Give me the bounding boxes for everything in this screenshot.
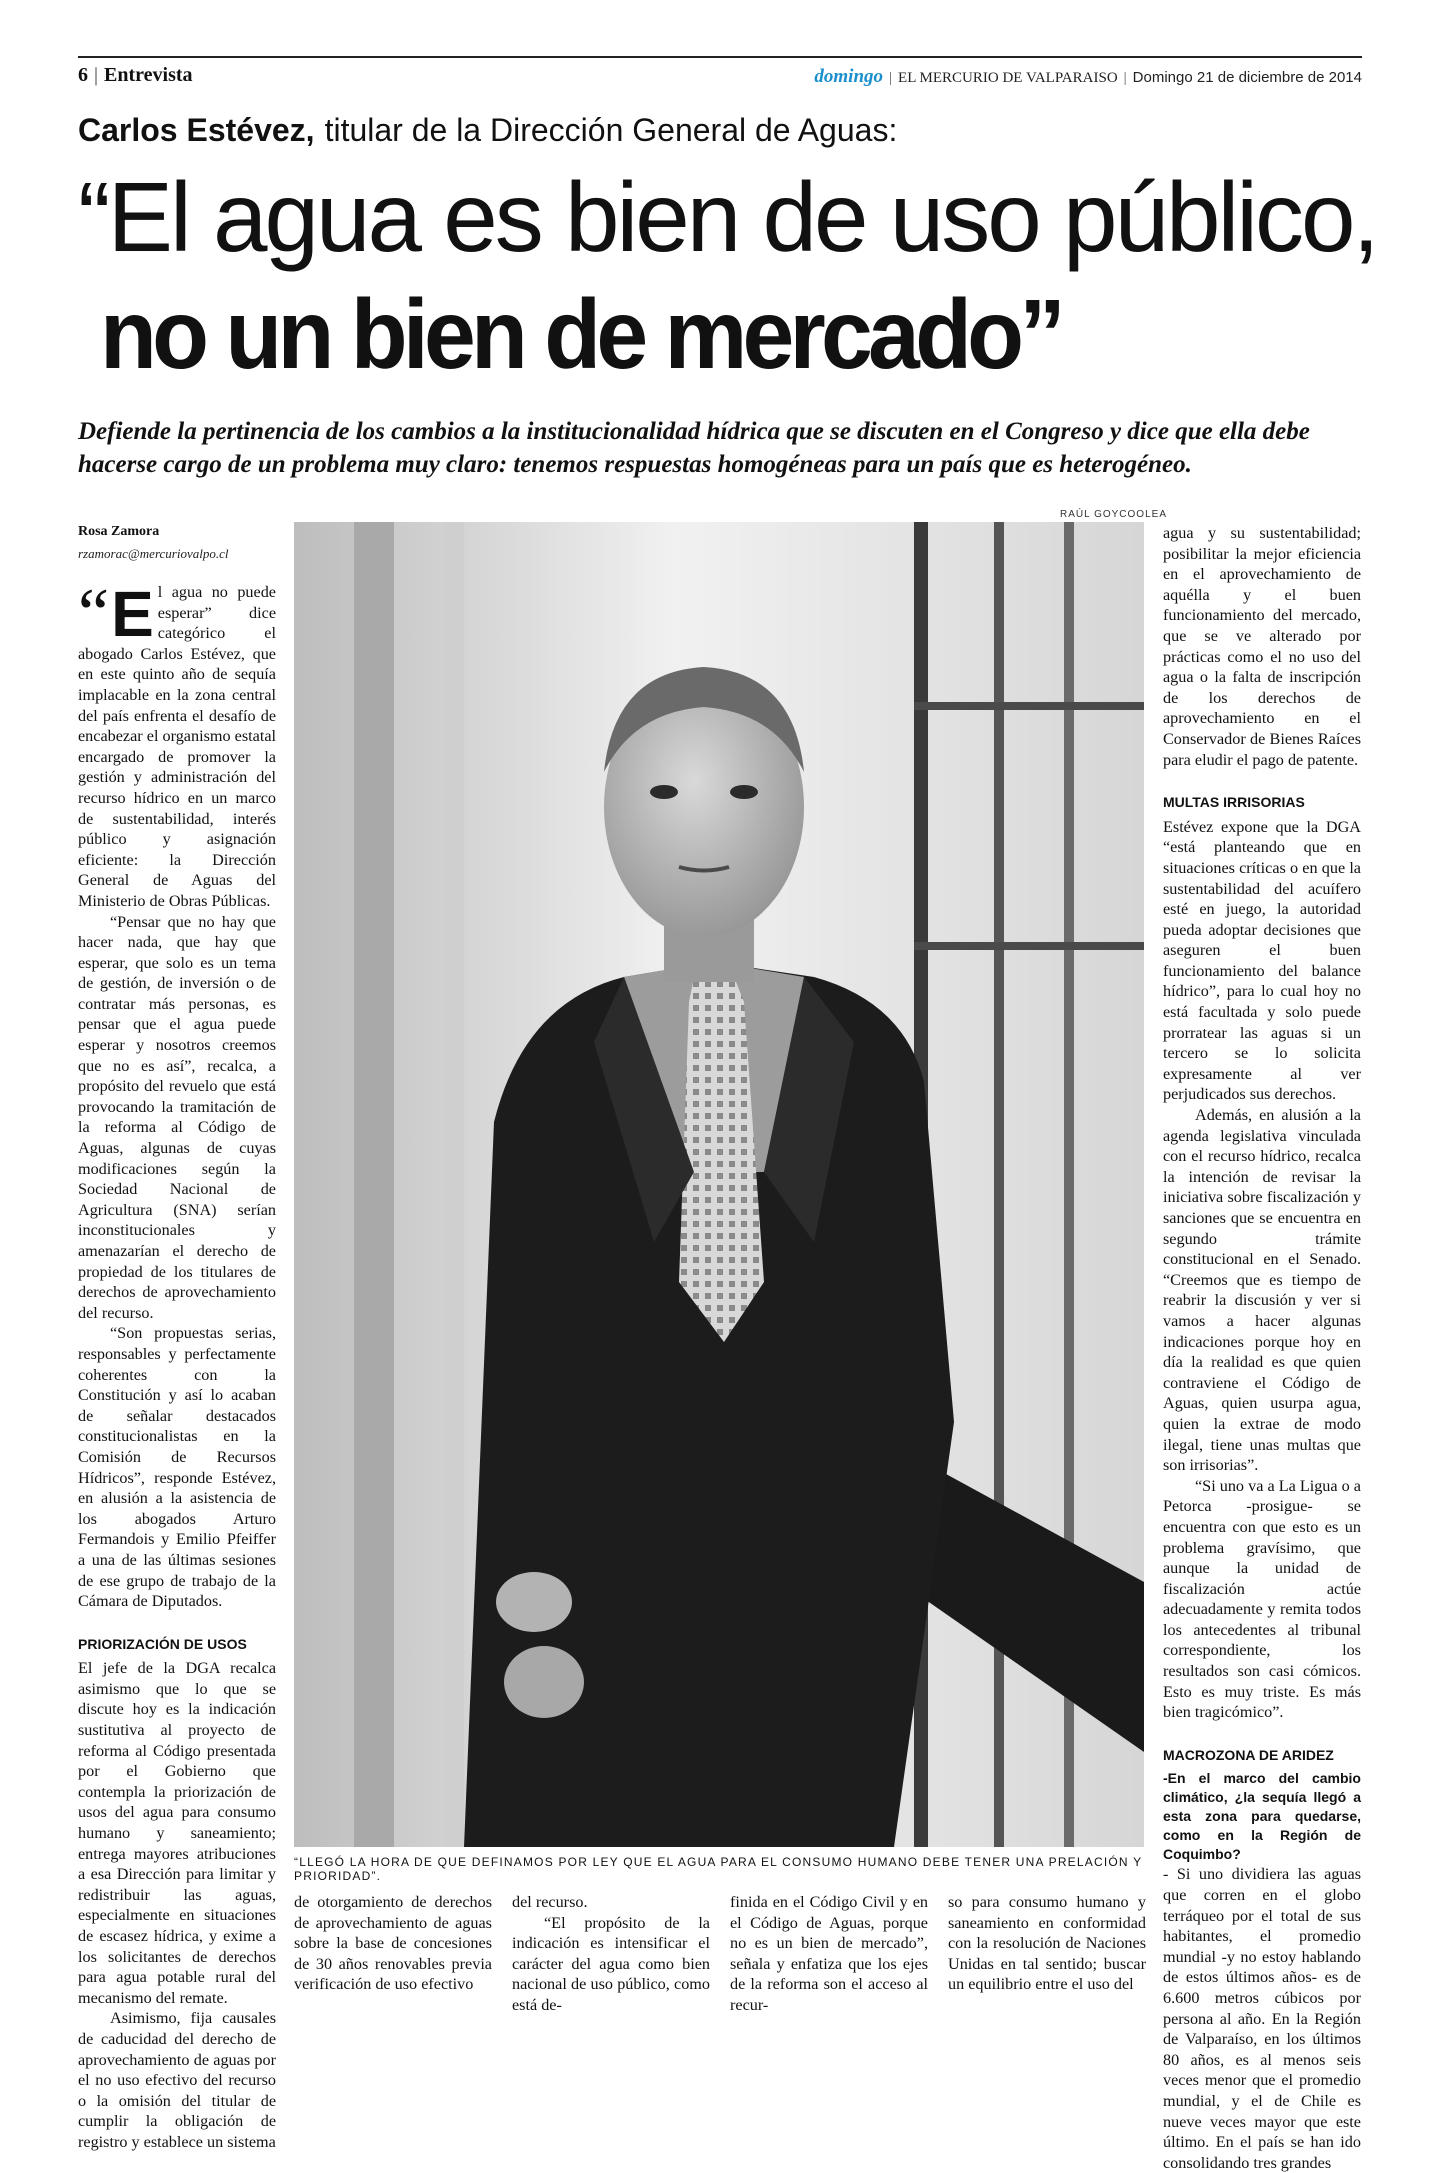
lead-paragraph: “ E l agua no puede esperar” dice categórico el abogado Carlos Estévez, que en este quinto año de sequía implacable en la zona central del país enfrenta el desafío de encabezar el organismo estatal encargado de promover la gestión y administración del recurso hídrico en un marco de sustentabilidad, interés público y asignación eficiente: la Dirección General de Aguas del Ministerio de Obras Públicas. xyxy=(78,575,276,910)
article-column-2 xyxy=(294,1892,492,1995)
paragraph: “El propósito de la indicación es intensificar el carácter del agua como bien nacional de uso público, como está de- xyxy=(512,1913,710,2014)
byline xyxy=(78,524,228,562)
subhead-priorizacion: PRIORIZACIÓN DE USOS xyxy=(78,1635,247,1652)
drop-cap: E xyxy=(111,578,154,650)
article-column-1 xyxy=(78,575,276,2153)
paragraph: Estévez expone que la DGA “está planteando que en situaciones críticas o en que la sustentabilidad del acuífero esté en juego, la autoridad pueda adoptar decisiones que aseguren el buen funcionamiento del balance hídrico”, para lo cual hoy no está facultada y solo puede prorratear las aguas si un tercero se lo solicita expresamente al ver perjudicados sus derechos. xyxy=(1163,817,1361,1104)
article-column-6 xyxy=(1163,523,1361,2173)
section-name: Entrevista xyxy=(104,64,193,86)
interviewee-name: Carlos Estévez, xyxy=(78,112,315,148)
headline-line-2: no un bien de mercado” xyxy=(100,279,1062,389)
photo-credit: RAÚL GOYCOOLEA xyxy=(1060,509,1167,520)
brand-logo: domingo xyxy=(814,66,884,87)
kicker xyxy=(78,112,897,149)
page-number: 6 xyxy=(78,64,88,86)
article-column-5 xyxy=(948,1892,1146,1995)
interview-answer: - Si uno dividiera las aguas que corren en el globo terráqueo por el total de sus habitantes, el promedio mundial -y no estoy hablando de estos últimos años- es de 6.600 metros cúbicos por persona al año. En la Región de Valparaíso, en los últimos 80 años, es al menos seis veces menor que el promedio mundial, y el de Chile es nueve veces mayor que este último. En el país se han ido consolidando tres grandes xyxy=(1163,1865,1361,2172)
paragraph: Asimismo, fija causales de caducidad del derecho de aprovechamiento de aguas por el no uso efectivo del recurso o la omisión del titular de cumplir la obligación de registro y establece un sistema xyxy=(78,2009,276,2151)
paragraph: finida en el Código Civil y en el Código de Aguas, porque no es un bien de mercado”, señala y enfatiza que los ejes de la reforma son el acceso al recur- xyxy=(730,1893,928,2014)
issue-date: Domingo 21 de diciembre de 2014 xyxy=(1132,69,1362,86)
paragraph: El jefe de la DGA recalca asimismo que lo que se discute hoy es la indicación sustitutiva al proyecto de reforma al Código presentada por el Gobierno que contempla la priorización de usos del agua para consumo humano y saneamiento; entrega mayores atribuciones a esa Dirección para limitar y redistribuir las aguas, especialmente en situaciones de escasez hídrica, y exime a los solicitantes de derechos para agua potable rural del mecanismo del remate. xyxy=(78,1659,276,2007)
section-label: 6 | Entrevista xyxy=(78,64,193,86)
paragraph: de otorgamiento de derechos de aprovechamiento de aguas sobre la base de concesiones de 30 años renovables previa verificación de uso efectivo xyxy=(294,1893,492,1994)
paragraph: Además, en alusión a la agenda legislativa vinculada con el recurso hídrico, recalca la intención de revisar la iniciativa sobre fiscalización y sanciones que se encuentra en segundo trámite constitucional en el Senado. “Creemos que es tiempo de reabrir la discusión y ver si vamos a hacer algunas indicaciones porque hoy en día la realidad es que quien contraviene el Código de Aguas, quien usurpa agua, quien la extrae de modo ilegal, tiene unas multas que son irrisorias”. xyxy=(1163,1106,1361,1475)
paragraph: “Pensar que no hay que hacer nada, que hay que esperar, que solo es un tema de gestión, de inversión o de contratar más personas, es pensar que el agua puede esperar y nosotros creemos que no es así”, recalca, a propósito del revuelo que está provocando la tramitación de la reforma al Código de Aguas, algunas de cuyas modificaciones según la Sociedad Nacional de Agricultura (SNA) serían inconstitucionales y amenazarían el derecho de propiedad de los titulares de derechos de aprovechamiento del recurso. xyxy=(78,912,276,1322)
paragraph: agua y su sustentabilidad; posibilitar la mejor eficiencia en el aprovechamiento de aquélla y el buen funcionamiento del mercado, que se ve alterado por prácticas como el no uso del agua o la falta de inscripción de los derechos de aprovechamiento en el Conservador de Bienes Raíces para eludir el pago de patente. xyxy=(1163,524,1361,769)
interview-question: -En el marco del cambio climático, ¿la sequía llegó a esta zona para quedarse, como en la Región de Coquimbo? xyxy=(1163,1770,1361,1863)
photo-caption: “LLEGÓ LA HORA DE QUE DEFINAMOS POR LEY QUE EL AGUA PARA EL CONSUMO HUMANO DEBE TENER UNA PRELACIÓN Y PRIORIDAD”. xyxy=(294,1855,1143,1883)
deck: Defiende la pertinencia de los cambios a la institucionalidad hídrica que se discuten en el Congreso y dice que ella debe hacerse cargo de un problema muy claro: tenemos respuestas homogéneas para un país que es heterogéneo. xyxy=(78,418,1310,478)
opening-quote: “ xyxy=(78,575,110,652)
page-header xyxy=(78,56,1362,90)
subhead-macrozona: MACROZONA DE ARIDEZ xyxy=(1163,1746,1334,1763)
masthead-info: domingo | EL MERCURIO DE VALPARAISO | Domingo 21 de diciembre de 2014 xyxy=(814,66,1362,87)
paragraph: del recurso. xyxy=(512,1893,588,1911)
subhead-multas: MULTAS IRRISORIAS xyxy=(1163,794,1305,811)
portrait-illustration xyxy=(294,522,1144,1847)
article-column-4 xyxy=(730,1892,928,2016)
paragraph: “Son propuestas serias, responsables y perfectamente coherentes con la Constitución y así lo acaban de señalar destacados constitucionalistas en la Comisión de Recursos Hídricos”, responde Estévez, en alusión a la asistencia de los abogados Arturo Fermandois y Emilio Pfeiffer a una de las últimas sesiones de ese grupo de trabajo de la Cámara de Diputados. xyxy=(78,1324,276,1611)
paragraph: so para consumo humano y saneamiento en conformidad con la resolución de Naciones Unidas en tal sentido; buscar un equilibrio entre el uso del xyxy=(948,1893,1146,1994)
interviewee-title: titular de la Dirección General de Aguas: xyxy=(324,112,898,148)
portrait-photo xyxy=(294,522,1144,1847)
paragraph: “Si uno va a La Ligua o a Petorca -prosigue- se encuentra con que esto es un problema gravísimo, que aunque la unidad de fiscalización actúe adecuadamente y remita todos los antecedentes al tribunal correspondiente, los resultados son casi cómicos. Esto es muy triste. Es más bien tragicómico”. xyxy=(1163,1476,1361,1722)
author-email[interactable]: rzamorac@mercuriovalpo.cl xyxy=(78,546,229,561)
newspaper-name: EL MERCURIO DE VALPARAISO xyxy=(898,70,1118,86)
author-name: Rosa Zamora xyxy=(78,524,160,539)
headline-line-1: “El agua es bien de uso público, xyxy=(78,162,1377,272)
article-column-3 xyxy=(512,1892,710,2016)
